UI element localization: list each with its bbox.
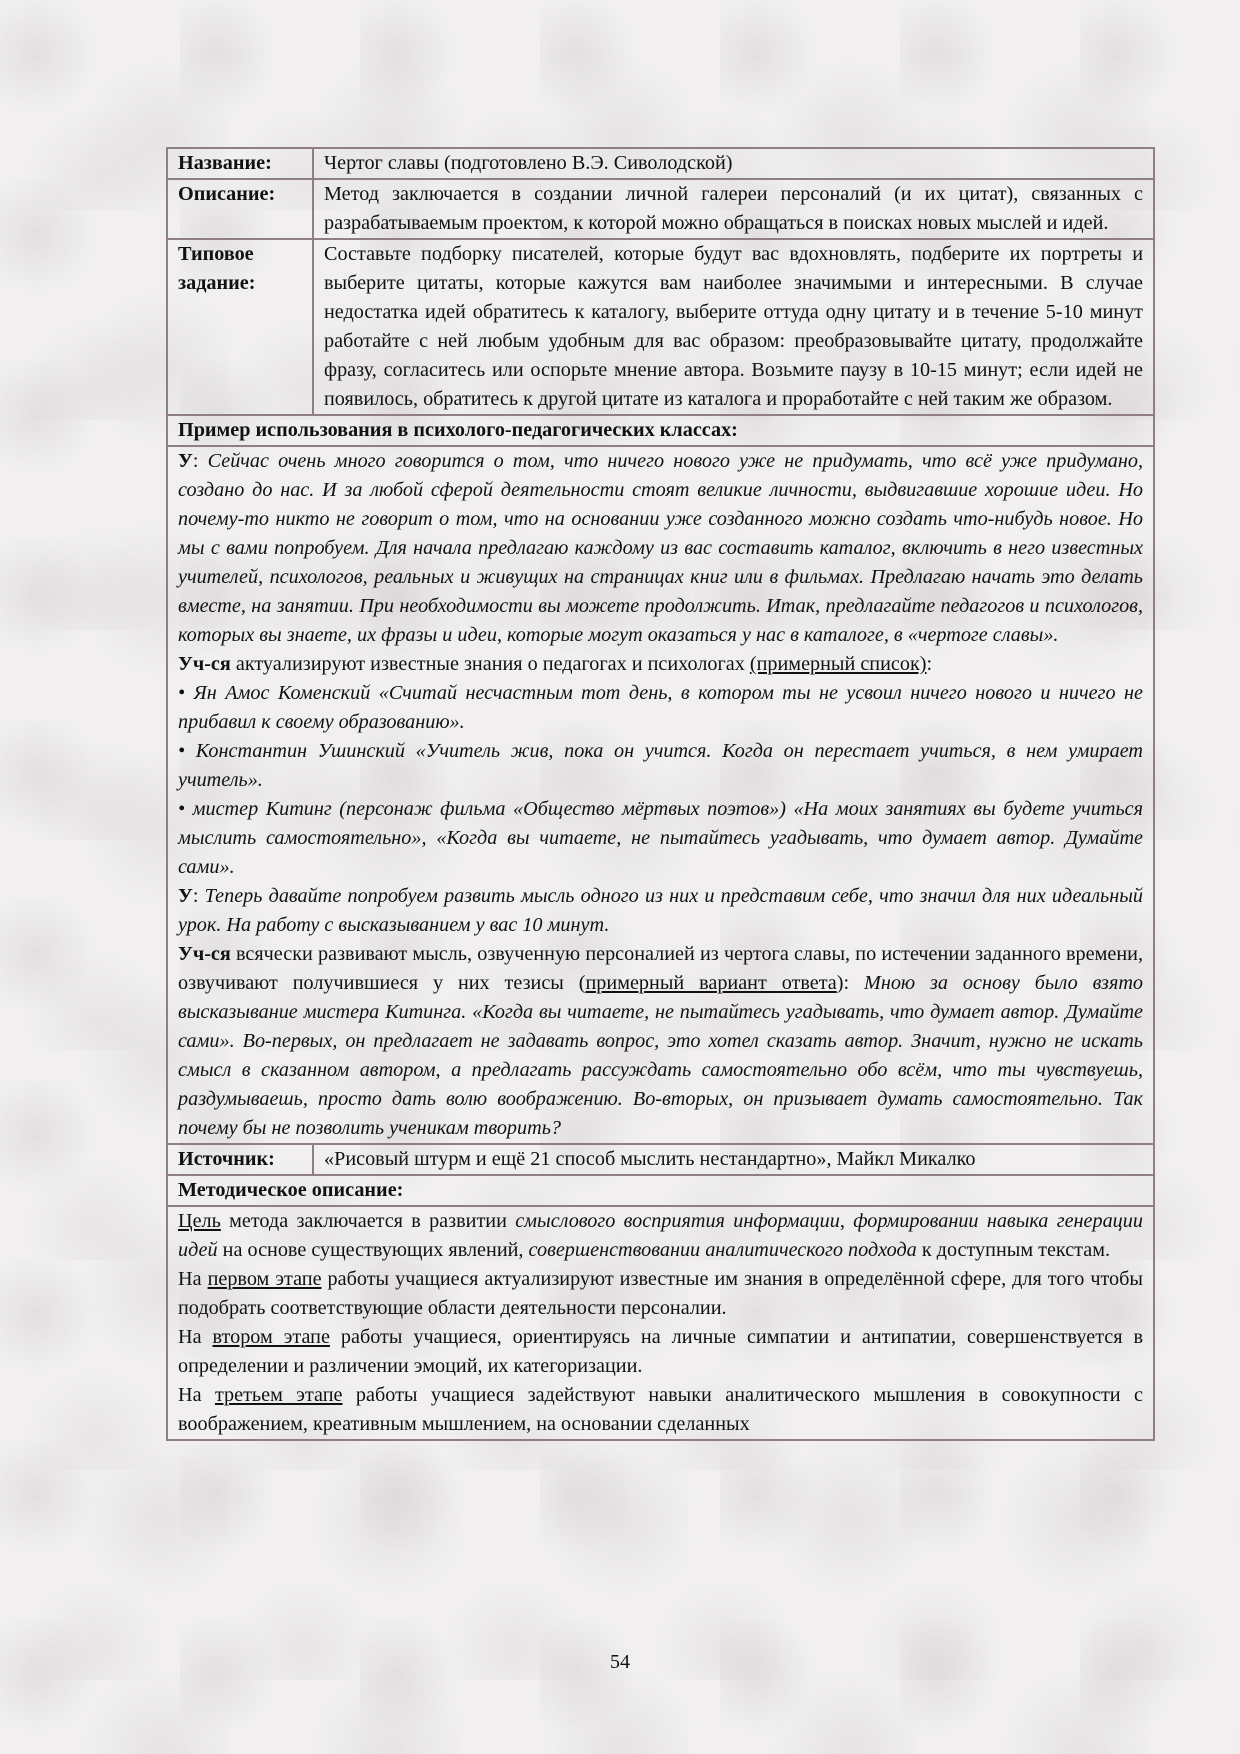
source-label: Источник: bbox=[167, 1144, 313, 1175]
description-label: Описание: bbox=[167, 179, 313, 239]
task-value: Составьте подборку писателей, которые будут вас вдохновлять, подберите их портреты и выберите цитаты, которые кажутся вам наиболее значимыми и интересными. В случае недостатка идей обратитесь к каталогу, выберите оттуда одну цитату и в течение 5-10 минут работайте с ней любым удобным для вас образом: преобразовывайте цитату, продолжайте фразу, согласитесь или оспорьте мнение автора. Возьмите паузу в 10-15 минут; если идей не появилось, обратитесь к другой цитате из каталога и проработайте с ней таким же образом. bbox=[313, 239, 1154, 415]
method-card-table bbox=[166, 147, 1155, 1441]
description-value: Метод заключается в создании личной галереи персоналий (и их цитат), связанных с разрабатываемым проектом, к которой можно обращаться в поисках новых мыслей и идей. bbox=[313, 179, 1154, 239]
name-label: Название: bbox=[167, 148, 313, 179]
method-header-row bbox=[167, 1175, 1154, 1206]
students-answer-text: всячески развивают мысль, озвученную персоналией из чертога славы, по истечении заданного времени, озвучивают получившиеся у них тезисы ( bbox=[178, 943, 1143, 994]
method-body bbox=[167, 1206, 1154, 1440]
teacher-task-paragraph bbox=[178, 882, 1143, 940]
students-list-text: актуализируют известные знания о педагогах и психологах bbox=[230, 653, 750, 675]
method-header: Методическое описание: bbox=[167, 1175, 1154, 1206]
students-answer-paragraph bbox=[178, 940, 1143, 1143]
method-body-row bbox=[167, 1206, 1154, 1440]
goal-text-a: метода заключается в развитии bbox=[220, 1210, 516, 1232]
goal-term: Цель bbox=[178, 1210, 221, 1232]
stage-two-text: работы учащиеся, ориентируясь на личные симпатии и антипатии, совершенствуется в определении и различении эмоций, их категоризации. bbox=[178, 1326, 1143, 1377]
speaker-teacher: У bbox=[178, 885, 193, 907]
goal-text-d: к доступным текстам. bbox=[916, 1239, 1111, 1261]
example-header-row bbox=[167, 415, 1154, 446]
stage-three-term: третьем этапе bbox=[214, 1384, 343, 1406]
stage-one-paragraph bbox=[178, 1265, 1143, 1323]
students-list-paragraph bbox=[178, 650, 1143, 679]
stage-one-term: первом этапе bbox=[207, 1268, 322, 1290]
stage-three-paragraph bbox=[178, 1381, 1143, 1439]
teacher-task-text: Теперь давайте попробуем развить мысль одного из них и представим себе, что значил для них идеальный урок. На работу с высказыванием у вас 10 минут. bbox=[178, 885, 1143, 936]
sample-answer-link: примерный вариант ответа bbox=[585, 972, 837, 994]
speaker-colon: : bbox=[192, 885, 205, 907]
quote-bullet-comenius: • Ян Амос Коменский «Считай несчастным тот день, в котором ты не усвоил ничего нового и ничего не прибавил к своему образованию». bbox=[178, 682, 1143, 733]
example-header: Пример использования в психолого-педагогических классах: bbox=[167, 415, 1154, 446]
students-list-end: : bbox=[926, 653, 933, 675]
page-number: 54 bbox=[610, 1651, 630, 1673]
name-row bbox=[167, 148, 1154, 179]
example-body bbox=[167, 446, 1154, 1144]
speaker-students: Уч-ся bbox=[178, 943, 231, 965]
description-row bbox=[167, 179, 1154, 239]
goal-paragraph bbox=[178, 1207, 1143, 1265]
students-answer-quote: Мною за основу было взято высказывание мистера Китинга. «Когда вы читаете, не пытайтесь угадывать, что думает автор. Думайте сами». Во-первых, он предлагает не задавать вопрос, это хотел сказать автор. Значит, нужно не искать смысл в сказанном автором, а предлагать рассуждать самостоятельно обо всём, что ты чувствуешь, раздумываешь, просто дать волю воображению. Во-вторых, он призывает думать самостоятельно. Так почему бы не позволить ученикам творить? bbox=[178, 972, 1143, 1139]
sample-list-link: (примерный список) bbox=[749, 653, 927, 675]
stage-three-text: работы учащиеся задействуют навыки аналитического мышления в совокупности с воображением, креативным мышлением, на основании сделанных bbox=[178, 1384, 1143, 1435]
goal-text-b: , bbox=[839, 1210, 854, 1232]
quote-bullet-ushinsky: • Константин Ушинский «Учитель жив, пока он учится. Когда он перестает учиться, в нем умирает учитель». bbox=[178, 740, 1143, 791]
stage-two-pre: На bbox=[178, 1326, 213, 1348]
goal-text-c: на основе существующих явлений, bbox=[217, 1239, 529, 1261]
source-value: «Рисовый штурм и ещё 21 способ мыслить нестандартно», Майкл Микалко bbox=[313, 1144, 1154, 1175]
goal-italic-2: формировании навыка генерации идей bbox=[178, 1210, 1143, 1261]
goal-italic-1: смыслового восприятия информации bbox=[515, 1210, 840, 1232]
source-row bbox=[167, 1144, 1154, 1175]
teacher-intro-text: Сейчас очень много говорится о том, что ничего нового уже не придумать, что всё уже придумано, создано до нас. И за любой сферой деятельности стоят великие личности, выдвигавшие хорошие идеи. Но почему-то никто не говорит о том, что на основании уже созданного можно создать что-нибудь новое. Но мы с вами попробуем. Для начала предлагаю каждому из вас составить каталог, включить в него известных учителей, психологов, реальных и живущих на страницах книг или в фильмах. Предлагаю начать это делать вместе, на занятии. При необходимости вы можете продолжить. Итак, предлагайте педагогов и психологов, которых вы знаете, их фразы и идеи, которые могут оказаться у нас в каталоге, в «чертоге славы». bbox=[178, 450, 1144, 646]
stage-two-term: втором этапе bbox=[212, 1326, 330, 1348]
speaker-colon: : bbox=[192, 450, 208, 472]
students-answer-mid: ): bbox=[836, 972, 864, 994]
stage-three-pre: На bbox=[178, 1384, 215, 1406]
name-value: Чертог славы (подготовлено В.Э. Сиволодской) bbox=[313, 148, 1154, 179]
task-label: Типовое задание: bbox=[167, 239, 313, 415]
teacher-intro-paragraph bbox=[178, 447, 1143, 650]
quote-bullet-keating: • мистер Китинг (персонаж фильма «Общество мёртвых поэтов») «На моих занятиях вы будете учиться мыслить самостоятельно», «Когда вы читаете, не пытайтесь угадывать, что думает автор. Думайте сами». bbox=[178, 798, 1143, 878]
goal-italic-3: совершенствовании аналитического подхода bbox=[528, 1239, 917, 1261]
speaker-students: Уч-ся bbox=[178, 653, 231, 675]
speaker-teacher: У bbox=[178, 450, 193, 472]
example-body-row bbox=[167, 446, 1154, 1144]
task-row bbox=[167, 239, 1154, 415]
stage-one-text: работы учащиеся актуализируют известные им знания в определённой сфере, для того чтобы подобрать соответствующие области деятельности персоналии. bbox=[178, 1268, 1143, 1319]
stage-two-paragraph bbox=[178, 1323, 1143, 1381]
stage-one-pre: На bbox=[178, 1268, 208, 1290]
